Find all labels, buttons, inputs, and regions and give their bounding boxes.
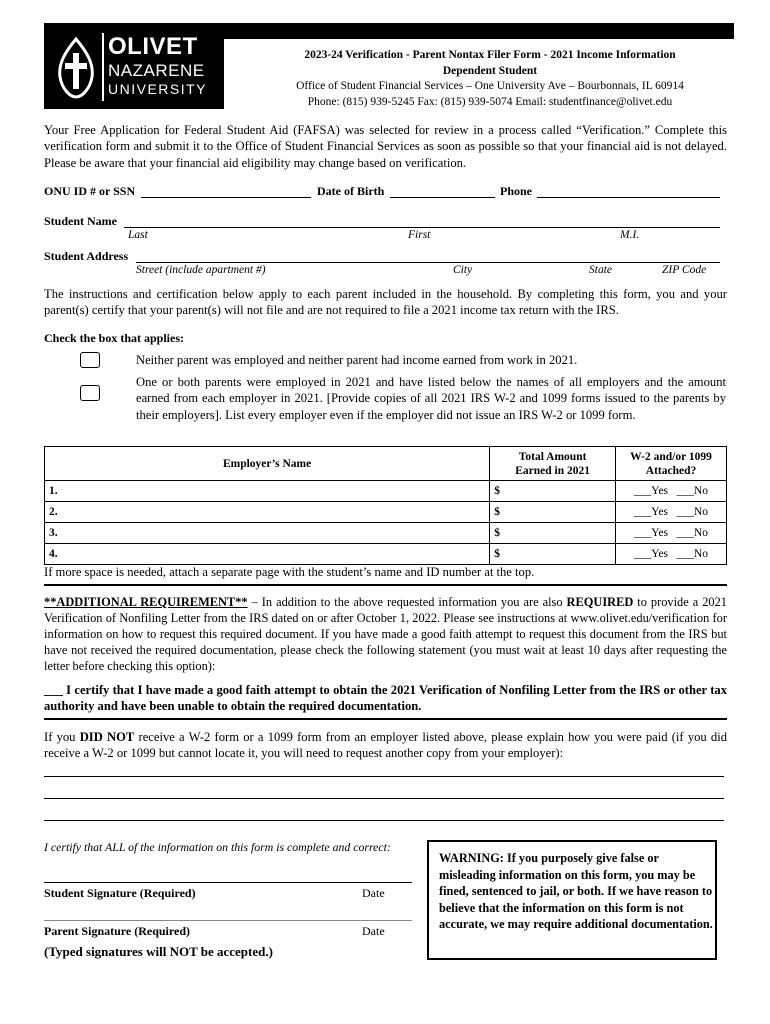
row-number[interactable]: 3. xyxy=(45,523,490,544)
employer-table xyxy=(44,446,727,565)
student-address-label: Student Address xyxy=(44,249,129,263)
phone-field[interactable] xyxy=(537,197,720,198)
w2-no[interactable]: ___No xyxy=(676,548,708,560)
good-faith-certification[interactable]: ___ I certify that I have made a good faith attempt to obtain the 2021 Verification of Nonfiling Letter from the IRS or other tax authority and have been unable to obtain the required documentation. xyxy=(44,683,727,714)
col-employer-header: Employer’s Name xyxy=(45,447,490,481)
form-title: 2023-24 Verification - Parent Nontax Filer Form - 2021 Income Information xyxy=(304,49,676,61)
option-1-checkbox[interactable] xyxy=(80,352,100,368)
w2-text-a: If you xyxy=(44,730,80,744)
w2-no[interactable]: ___No xyxy=(676,527,708,539)
certify-statement: I certify that ALL of the information on this form is complete and correct: xyxy=(44,840,391,854)
addr-city-caption: City xyxy=(453,264,473,276)
col-amount-line1: Total Amount xyxy=(518,450,587,463)
student-signature-label: Student Signature (Required) xyxy=(44,886,196,900)
flame-cross-icon xyxy=(54,37,98,99)
student-name-field[interactable] xyxy=(124,227,720,228)
more-space-note: If more space is needed, attach a separate page with the student’s name and ID number at the top. xyxy=(44,565,535,579)
student-date-label: Date xyxy=(362,886,385,900)
addr-street-caption: Street (include apartment #) xyxy=(136,264,266,276)
table-row xyxy=(45,544,727,565)
form-subtitle: Dependent Student xyxy=(442,64,538,77)
name-last-caption: Last xyxy=(128,229,148,241)
explanation-line[interactable] xyxy=(44,798,724,799)
col-amount-header xyxy=(490,447,616,481)
option-2-checkbox[interactable] xyxy=(80,385,100,401)
w2-yes[interactable]: ___Yes xyxy=(634,485,669,497)
dob-label: Date of Birth xyxy=(317,184,385,198)
intro-paragraph: Your Free Application for Federal Student Aid (FAFSA) was selected for review in a process called “Verification.” Complete this verification form and submit it to the Office of Student Financial Services as soon as possible so that your financial aid is not delayed. Please be aware that your financial aid eligibility may change based on verification. xyxy=(44,123,727,170)
row-number[interactable]: 4. xyxy=(45,544,490,565)
amount-cell[interactable]: $ xyxy=(490,481,616,502)
addr-state-caption: State xyxy=(589,264,612,276)
additional-label: **ADDITIONAL REQUIREMENT** xyxy=(44,595,248,609)
col-w2-header xyxy=(616,447,727,481)
col-w2-line2: Attached? xyxy=(645,464,697,477)
w2-cell[interactable] xyxy=(616,544,727,565)
amount-cell[interactable]: $ xyxy=(490,544,616,565)
parent-signature-line[interactable] xyxy=(44,920,412,921)
w2-cell[interactable] xyxy=(616,523,727,544)
id-field[interactable] xyxy=(141,197,311,198)
option-1-text: Neither parent was employed and neither parent had income earned from work in 2021. xyxy=(136,353,578,367)
w2-cell[interactable] xyxy=(616,502,727,523)
w2-yes[interactable]: ___Yes xyxy=(634,548,669,560)
table-row xyxy=(45,523,727,544)
name-first-caption: First xyxy=(408,229,431,241)
w2-no[interactable]: ___No xyxy=(676,485,708,497)
table-header-row xyxy=(45,447,727,481)
w2-no[interactable]: ___No xyxy=(676,506,708,518)
w2-cell[interactable] xyxy=(616,481,727,502)
logo-university: UNIVERSITY xyxy=(108,81,208,97)
check-heading: Check the box that applies: xyxy=(44,331,185,345)
option-2-text: One or both parents were employed in 2021 and have listed below the names of all employers and the amount earned from each employer in 2021. [Provide copies of all 2021 IRS W-2 and 1099 forms issued to the parents by their employers]. List every employer even if the employer did not issue an IRS W-2 or 1099 form. xyxy=(136,375,726,422)
parent-date-label: Date xyxy=(362,924,385,938)
w2-text-b: receive a W-2 form or a 1099 form from an employer listed above, please explain how you were paid (if you did receive a W-2 or 1099 but cannot locate it, you will need to request another copy from your employer): xyxy=(44,730,728,761)
office-address: Office of Student Financial Services – One University Ave – Bourbonnais, IL 60914 xyxy=(296,80,684,92)
row-number[interactable]: 1. xyxy=(45,481,490,502)
col-w2-line1: W-2 and/or 1099 xyxy=(630,450,712,463)
additional-text-b: to provide a 2021 Verification of Nonfiling Letter from the IRS dated on or after October 1, 2022. Please see instructions at www.olivet.edu/verification for information on how to request this required document. If you have made a good faith attempt to request this document from the IRS but have not received the required documentation, please check the following statement (you must wait at least 10 days after requesting the letter before checking this option): xyxy=(44,595,727,673)
additional-text-a: – In addition to the above requested information you are also xyxy=(247,595,567,609)
explanation-line[interactable] xyxy=(44,776,724,777)
col-amount-line2: Earned in 2021 xyxy=(515,464,590,477)
office-contact: Phone: (815) 939-5245 Fax: (815) 939-5074 Email: studentfinance@olivet.edu xyxy=(307,95,673,108)
instructions-paragraph: The instructions and certification below apply to each parent included in the household. By completing this form, you and your parent(s) certify that your parent(s) will not file and are not required to file a 2021 income tax return with the IRS. xyxy=(44,287,727,318)
logo-nazarene: NAZARENE xyxy=(108,61,205,80)
divider xyxy=(44,584,727,586)
w2-yes[interactable]: ___Yes xyxy=(634,506,669,518)
required-word: REQUIRED xyxy=(566,595,634,609)
divider xyxy=(44,718,727,720)
form-header xyxy=(250,48,730,110)
w2-yes[interactable]: ___Yes xyxy=(634,527,669,539)
table-row xyxy=(45,481,727,502)
parent-signature-label: Parent Signature (Required) xyxy=(44,924,190,938)
amount-cell[interactable]: $ xyxy=(490,523,616,544)
name-mi-caption: M.I. xyxy=(620,229,640,241)
additional-requirement xyxy=(44,594,727,674)
typed-signature-note: (Typed signatures will NOT be accepted.) xyxy=(44,944,273,959)
addr-zip-caption: ZIP Code xyxy=(662,264,707,276)
amount-cell[interactable]: $ xyxy=(490,502,616,523)
table-row xyxy=(45,502,727,523)
university-logo xyxy=(44,23,224,109)
phone-label: Phone xyxy=(500,184,533,198)
id-label: ONU ID # or SSN xyxy=(44,184,136,198)
student-name-label: Student Name xyxy=(44,214,118,228)
row-number[interactable]: 2. xyxy=(45,502,490,523)
dob-field[interactable] xyxy=(390,197,495,198)
student-signature-line[interactable] xyxy=(44,882,412,883)
warning-box xyxy=(427,840,717,960)
explanation-line[interactable] xyxy=(44,820,724,821)
logo-olivet: OLIVET xyxy=(108,33,198,60)
student-address-field[interactable] xyxy=(136,262,720,263)
did-not-word: DID NOT xyxy=(79,730,135,744)
warning-text: WARNING: If you purposely give false or misleading information on this form, you may be fined, sentenced to jail, or both. If we have reason to believe that the information on this form is not accurate, we may require additional documentation. xyxy=(439,851,713,931)
w2-explanation xyxy=(44,729,727,762)
